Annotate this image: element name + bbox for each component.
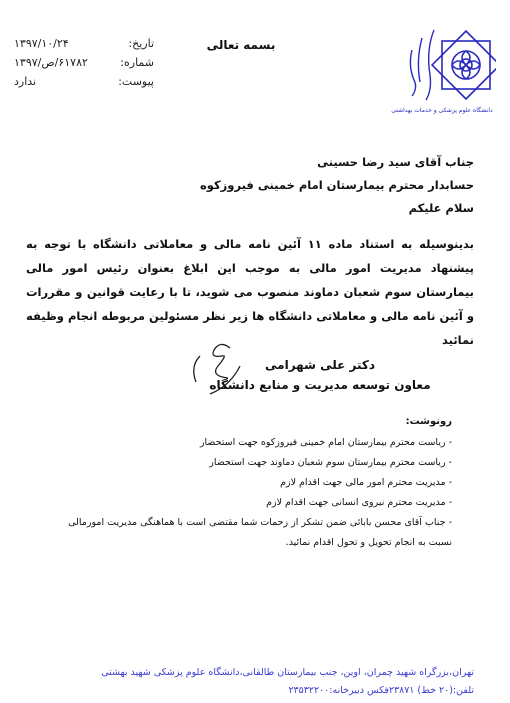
logo-emblem-icon [346,20,496,115]
addressee-position: حسابدار محترم بیمارستان امام خمینی فیروزکوه [200,178,474,192]
meta-number-label: شماره: [120,56,154,69]
cc-item: - ریاست محترم بیمارستان سوم شعبان دماوند جهت استحضار [209,457,452,468]
meta-attachment-value: ندارد [14,75,37,88]
addressee-block [14,151,474,220]
letter-footer [14,664,474,700]
signatory-name: دکتر علی شهرامی [265,358,375,372]
meta-attachment-row [14,72,154,91]
basmala: بسمه تعالی [206,38,276,52]
meta-date-row [14,34,154,53]
meta-number-row [14,53,154,72]
meta-number-value: ۶۱۷۸۲/ص/۱۳۹۷ [14,56,88,69]
cc-item: - ریاست محترم بیمارستان امام خمینی فیروزکوه جهت استحضار [199,437,452,448]
signature-block [200,355,440,395]
cc-item: - مدیریت محترم نیروی انسانی جهت اقدام لازم [266,497,452,508]
footer-phone: تلفن:(۲۰ خط) ۲۳۸۷۱فکس دبیرخانه:۲۳۵۳۲۲۰۰ [288,685,474,696]
cc-item: - مدیریت محترم امور مالی جهت اقدام لازم [280,477,452,488]
greeting: سلام علیکم [408,201,474,215]
meta-date-label: تاریخ: [128,37,154,50]
svg-text:دانشگاه علوم پزشکی و خدمات بهد: دانشگاه علوم پزشکی و خدمات بهداشتی [391,107,493,114]
meta-date-value: ۱۳۹۷/۱۰/۲۴ [14,37,69,50]
university-logo [346,20,496,115]
signatory-title: معاون توسعه مدیریت و منابع دانشگاه [209,378,431,392]
letter-body: بدینوسیله به استناد ماده ۱۱ آئین نامه مالی و معاملاتی دانشگاه با توجه به پیشنهاد مدیریت امور مالی به موجب این ابلاغ بعنوان رئیس امور مالی بیمارستان سوم شعبان دماوند منصوب می شوید، تا با رعایت قوانین و مقررات و آئین نامه مالی و معاملاتی دانشگاه ها زیر نظر مسئولین مربوطه انجام وظیفه نمائید [26,237,475,347]
addressee-name: جناب آقای سید رضا حسینی [317,155,474,169]
cc-list [56,433,452,553]
meta-attachment-label: پیوست: [118,75,154,88]
footer-address: تهران،بزرگراه شهید چمران، اوین، جنب بیمارستان طالقانی،دانشگاه علوم پزشکی شهید بهشتی [101,667,474,678]
cc-item: - جناب آقای محسن بابائی ضمن تشکر از زحمات شما مقتضی است با هماهنگی مدیریت امورمالی نسبت به انجام تحویل و تحول اقدام نمائید. [68,517,452,548]
cc-title: رونوشت: [405,416,452,427]
letter-meta [14,34,154,91]
